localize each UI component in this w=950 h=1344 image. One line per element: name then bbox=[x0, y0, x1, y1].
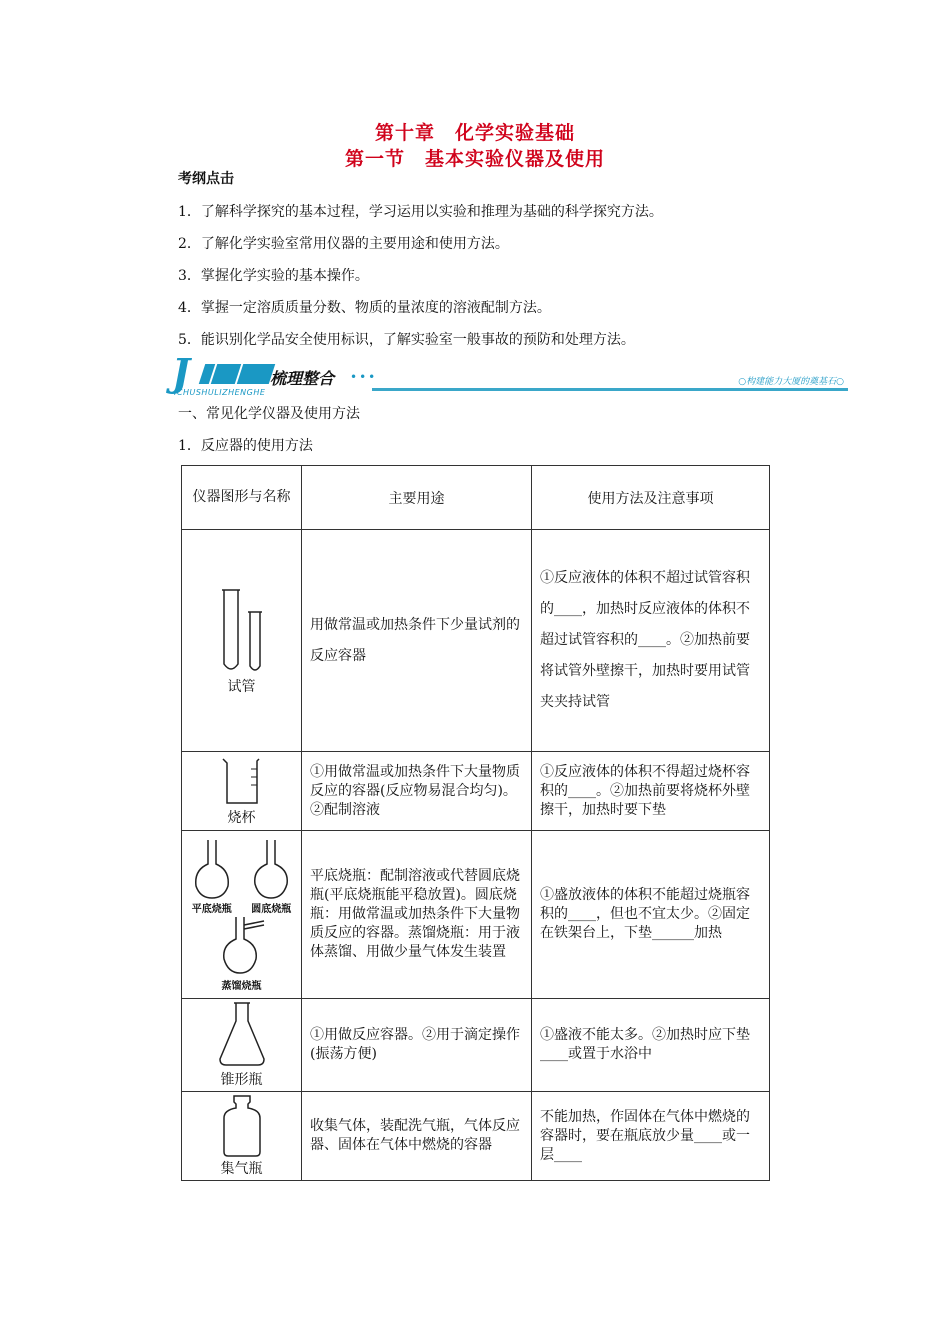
round-flask bbox=[249, 838, 293, 915]
outline-heading: 考纲点击 bbox=[178, 171, 234, 187]
apparatus-name: 烧杯 bbox=[227, 810, 256, 826]
round-bottom-flask-icon bbox=[249, 838, 293, 900]
header-cell: 使用方法及注意事项 bbox=[532, 466, 770, 530]
apparatus-name: 圆底烧瓶 bbox=[251, 903, 292, 915]
section-banner bbox=[172, 350, 848, 398]
apparatus-cell bbox=[182, 530, 302, 752]
apparatus-name: 蒸馏烧瓶 bbox=[221, 980, 262, 992]
test-tube-icon bbox=[212, 586, 272, 676]
flat-flask bbox=[190, 838, 234, 915]
notes-cell: 不能加热，作固体在气体中燃烧的容器时，要在瓶底放少量____或一层____ bbox=[532, 1092, 770, 1181]
subheading: 1．反应器的使用方法 bbox=[178, 438, 313, 454]
distillation-flask-icon bbox=[212, 915, 272, 977]
header-cell: 仪器图形与名称 bbox=[182, 466, 302, 530]
notes-cell: ①反应液体的体积不得超过烧杯容积的____。②加热前要将烧杯外壁擦干，加热时要下垫 bbox=[532, 752, 770, 831]
part-heading: 一、常见化学仪器及使用方法 bbox=[178, 406, 360, 422]
use-cell: ①用做常温或加热条件下大量物质反应的容器(反应物易混合均匀)。②配制溶液 bbox=[302, 752, 532, 831]
apparatus-cell bbox=[182, 752, 302, 831]
use-cell: 用做常温或加热条件下少量试剂的反应容器 bbox=[302, 530, 532, 752]
outline-point: 2．了解化学实验室常用仪器的主要用途和使用方法。 bbox=[178, 236, 509, 252]
table-row bbox=[182, 999, 770, 1092]
use-cell: 平底烧瓶：配制溶液或代替圆底烧瓶(平底烧瓶能平稳放置)。圆底烧瓶：用做常温或加热条件下大量物质反应的容器。蒸馏烧瓶：用于液体蒸馏、用做少量气体发生装置 bbox=[302, 831, 532, 999]
notes-cell: ①反应液体的体积不超过试管容积的____，加热时反应液体的体积不超过试管容积的____。②加热前要将试管外壁擦干，加热时要用试管夹夹持试管 bbox=[532, 530, 770, 752]
outline-point: 3．掌握化学实验的基本操作。 bbox=[178, 268, 369, 284]
use-cell: 收集气体，装配洗气瓶，气体反应器、固体在气体中燃烧的容器 bbox=[302, 1092, 532, 1181]
conical-flask-icon bbox=[214, 1001, 270, 1069]
beaker-icon bbox=[217, 755, 267, 807]
notes-cell: ①盛放液体的体积不能超过烧瓶容积的____，但也不宜太少。②固定在铁架台上，下垫______加热 bbox=[532, 831, 770, 999]
table-row bbox=[182, 752, 770, 831]
apparatus-table bbox=[181, 465, 770, 1181]
table-header-row bbox=[182, 466, 770, 530]
distill-flask bbox=[182, 915, 301, 992]
banner-rule bbox=[372, 388, 848, 391]
use-cell: ①用做反应容器。②用于滴定操作(振荡方便) bbox=[302, 999, 532, 1092]
table-row bbox=[182, 530, 770, 752]
apparatus-name: 集气瓶 bbox=[220, 1161, 263, 1177]
header-cell: 主要用途 bbox=[302, 466, 532, 530]
outline-point: 1．了解科学探究的基本过程，学习运用以实验和推理为基础的科学探究方法。 bbox=[178, 204, 663, 220]
banner-dots: ••• bbox=[350, 370, 378, 384]
flask-group bbox=[182, 838, 301, 915]
banner-letter: J bbox=[172, 350, 190, 395]
banner-tagline: ○构建能力大厦的奠基石○ bbox=[738, 377, 844, 387]
apparatus-cell bbox=[182, 999, 302, 1092]
notes-cell: ①盛液不能太多。②加热时应下垫____或置于水浴中 bbox=[532, 999, 770, 1092]
apparatus-name: 锥形瓶 bbox=[220, 1072, 263, 1088]
apparatus-name: 平底烧瓶 bbox=[191, 903, 232, 915]
section-title: 第一节 基本实验仪器及使用 bbox=[344, 148, 605, 170]
banner-title: 梳理整合 bbox=[270, 369, 335, 388]
banner-subtitle: ICHUSHULIZHENGHE bbox=[174, 388, 266, 397]
apparatus-cell bbox=[182, 831, 302, 999]
apparatus-name: 试管 bbox=[227, 678, 256, 695]
table-row bbox=[182, 1092, 770, 1181]
outline-point: 4．掌握一定溶质质量分数、物质的量浓度的溶液配制方法。 bbox=[178, 300, 551, 316]
chapter-title: 第十章 化学实验基础 bbox=[374, 122, 575, 144]
outline-point: 5．能识别化学品安全使用标识，了解实验室一般事故的预防和处理方法。 bbox=[178, 332, 635, 348]
apparatus-cell bbox=[182, 1092, 302, 1181]
table-row bbox=[182, 831, 770, 999]
gas-jar-icon bbox=[214, 1094, 270, 1158]
flat-bottom-flask-icon bbox=[190, 838, 234, 900]
